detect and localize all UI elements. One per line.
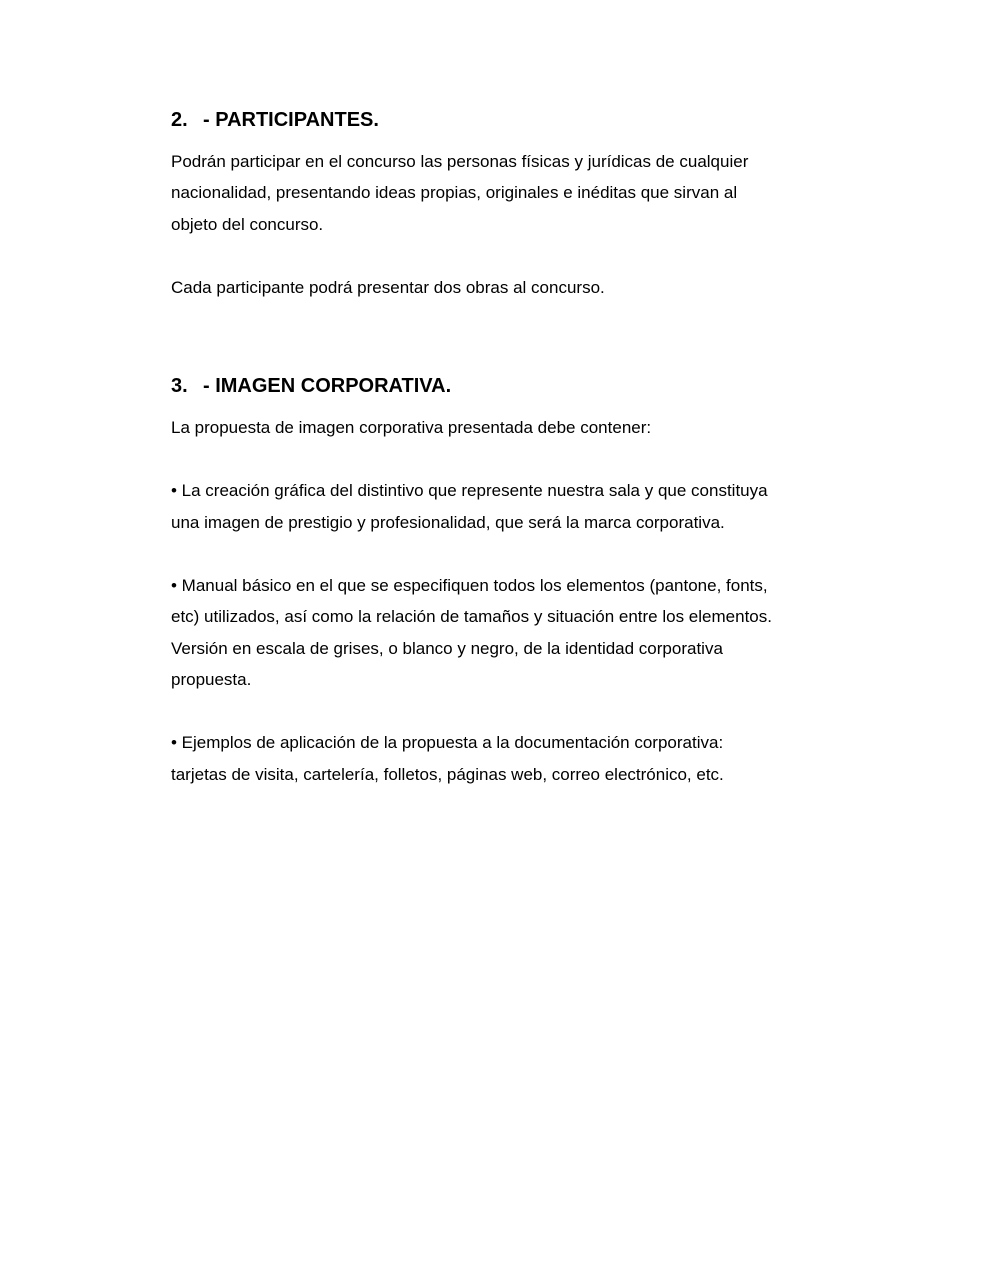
text-line: propuesta. <box>171 669 252 689</box>
paragraph-eligibility <box>171 146 831 240</box>
paragraph-intro <box>171 412 831 443</box>
bullet-basic-manual <box>171 570 831 695</box>
text-line: objeto del concurso. <box>171 214 324 234</box>
text-line: • Ejemplos de aplicación de la propuesta a la documentación corporativa: <box>171 733 724 753</box>
bullet-graphic-creation <box>171 475 831 538</box>
section-title: - PARTICIPANTES. <box>203 109 379 131</box>
section-number: 2. <box>171 109 188 131</box>
text-line: Versión en escala de grises, o blanco y negro, de la identidad corporativa <box>171 638 723 658</box>
text-line: etc) utilizados, así como la relación de tamaños y situación entre los elementos. <box>171 607 772 627</box>
text-line: tarjetas de visita, cartelería, folletos, páginas web, correo electrónico, etc. <box>171 764 724 784</box>
text-line: nacionalidad, presentando ideas propias, originales e inéditas que sirvan al <box>171 183 738 203</box>
paragraph-submission-limit <box>171 272 831 303</box>
bullet-application-examples <box>171 727 831 790</box>
text-line: Podrán participar en el concurso las personas físicas y jurídicas de cualquier <box>171 152 749 171</box>
text-line: • Manual básico en el que se especifiquen todos los elementos (pantone, fonts, <box>171 576 768 596</box>
text-line: • La creación gráfica del distintivo que represente nuestra sala y que constituya <box>171 481 768 501</box>
document-body <box>171 106 831 790</box>
section-title: - IMAGEN CORPORATIVA. <box>203 375 452 398</box>
section-number: 3. <box>171 375 188 398</box>
section-heading-imagen-corporativa <box>171 372 831 400</box>
text-line: Cada participante podrá presentar dos obras al concurso. <box>171 277 605 297</box>
text-line: La propuesta de imagen corporativa presentada debe contener: <box>171 418 652 438</box>
section-heading-participantes <box>171 106 831 134</box>
text-line: una imagen de prestigio y profesionalidad, que será la marca corporativa. <box>171 512 725 532</box>
